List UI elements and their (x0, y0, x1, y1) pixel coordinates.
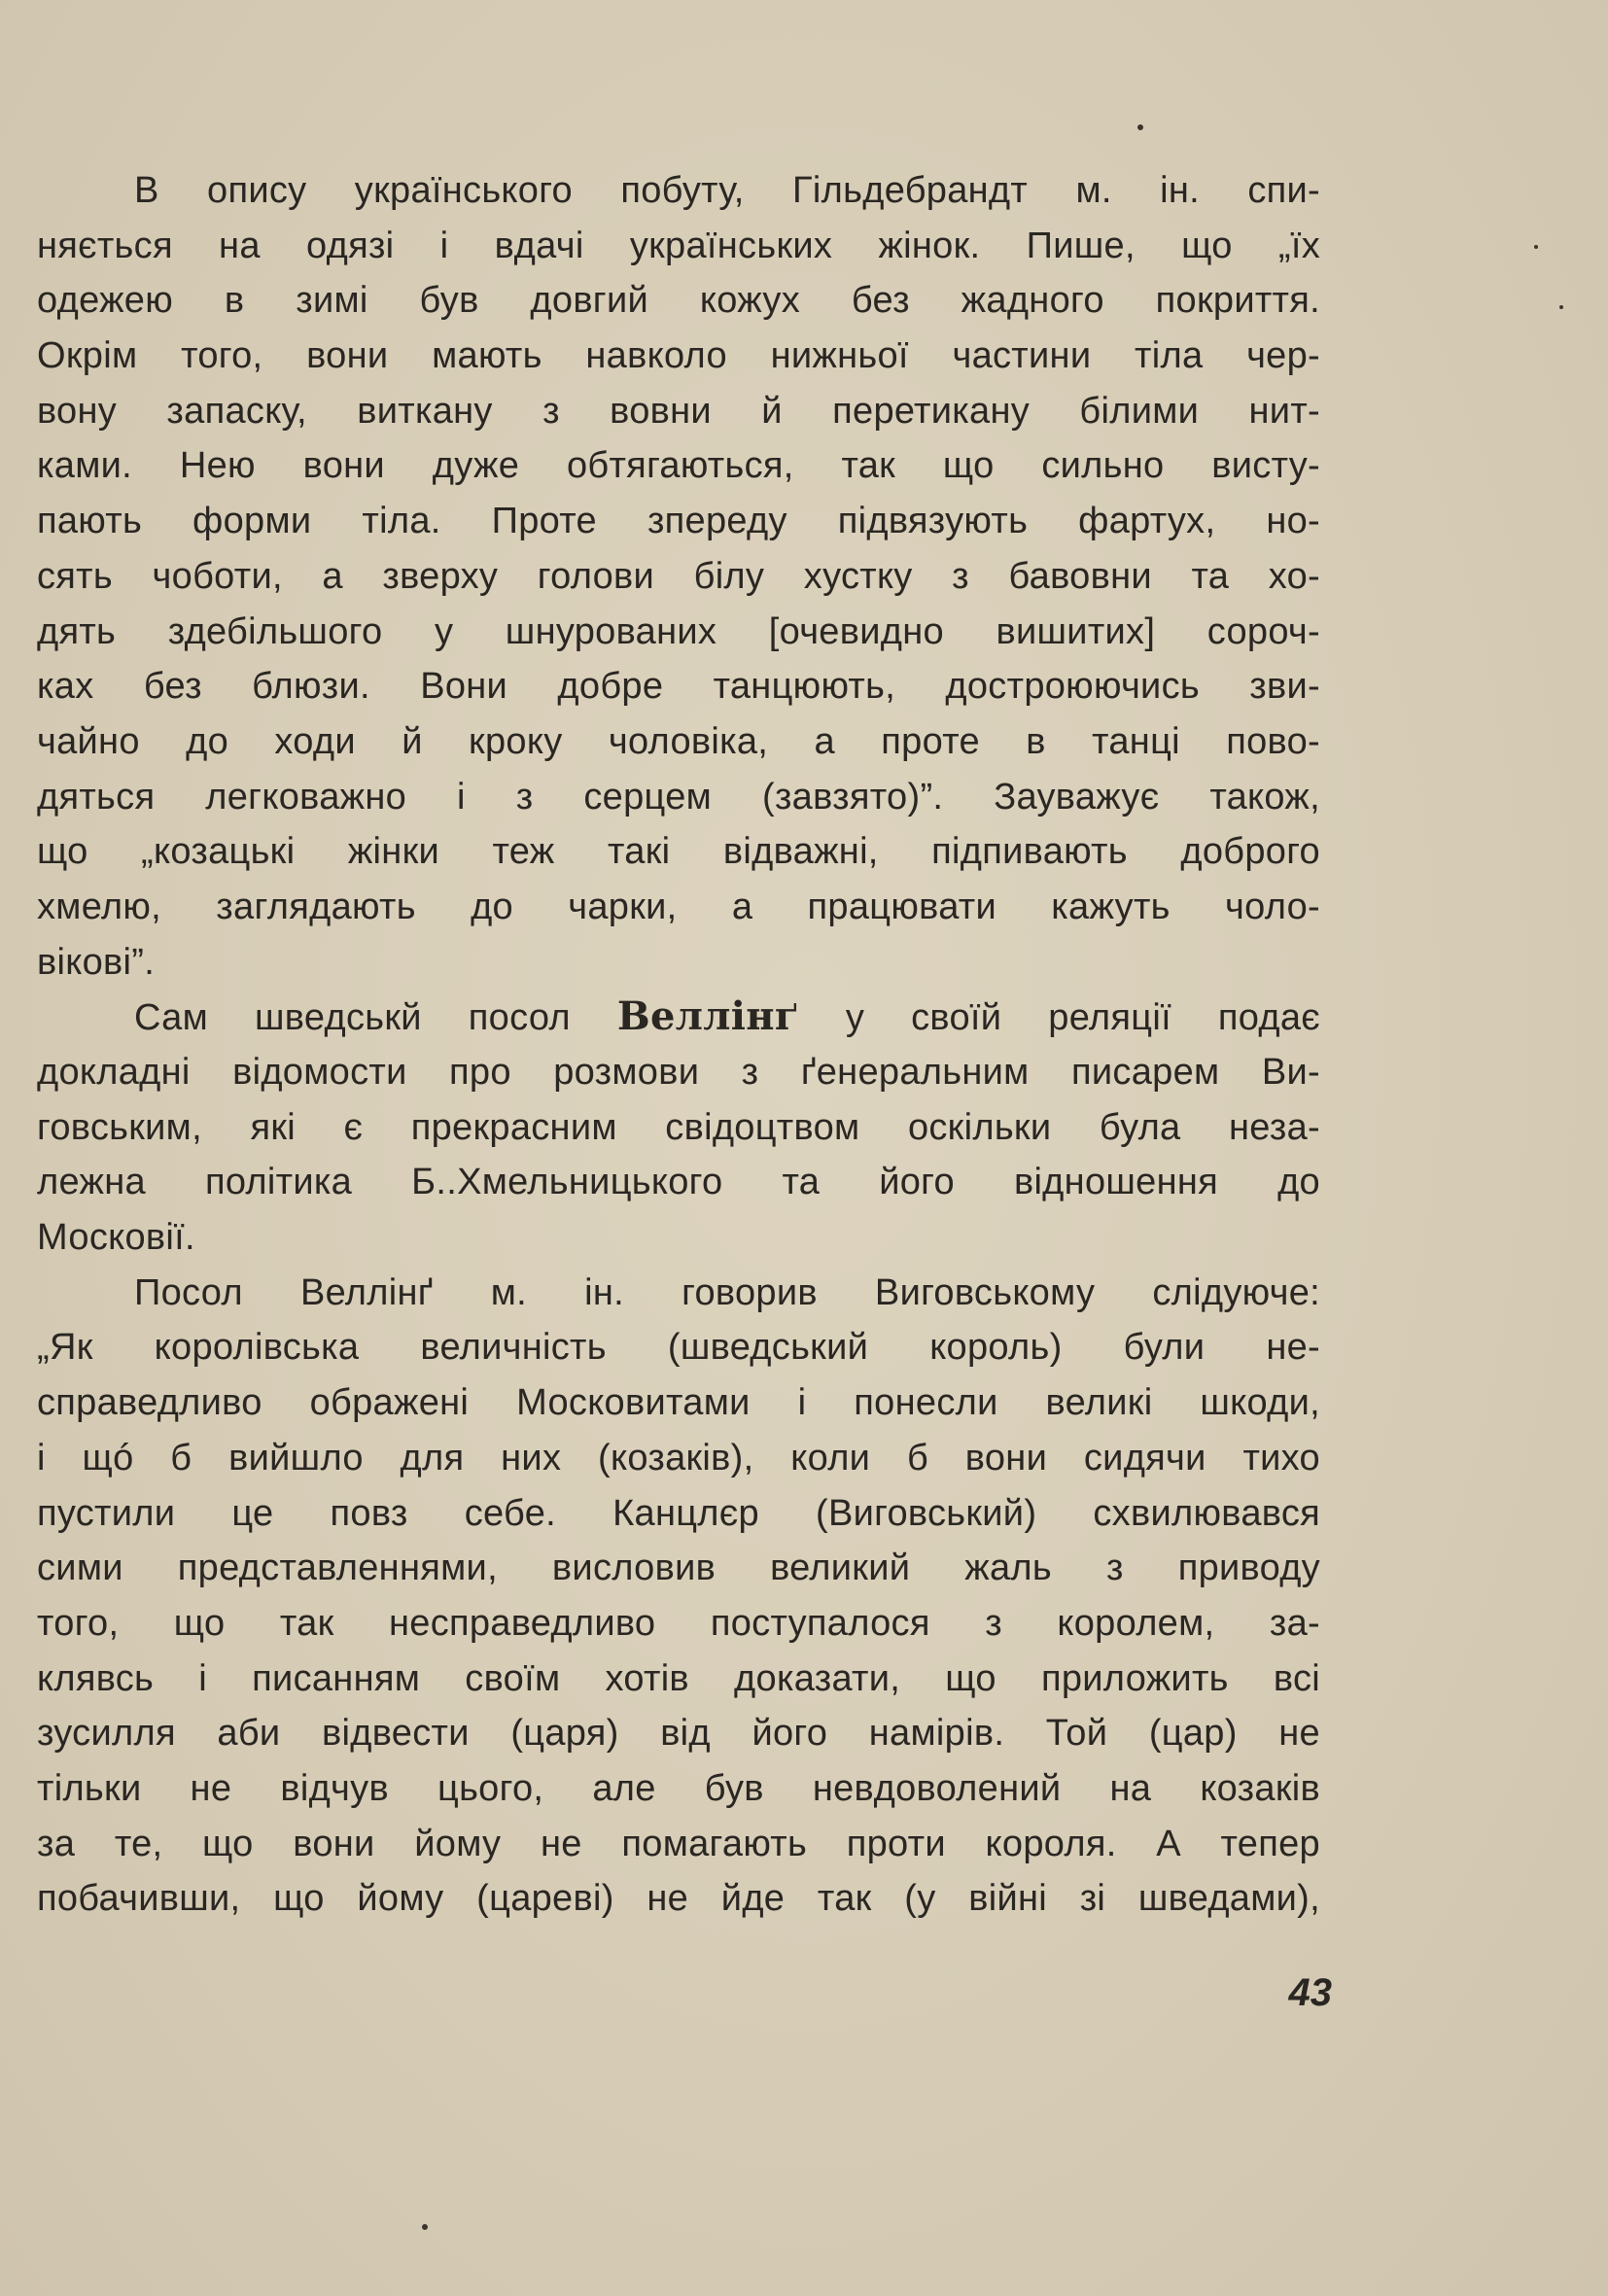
paper-speck (1534, 245, 1538, 249)
text-line: хмелю, заглядають до чарки, а працювати кажуть чоло- (37, 886, 1320, 927)
text-line: тільки не відчув цього, але був невдоволений на козаків (37, 1767, 1320, 1809)
text-line: дять здебільшого у шнурованих [очевидно вишитих] сороч- (37, 610, 1320, 652)
text-line: няється на одязі і вдачі українських жінок. Пише, що „їх (37, 225, 1320, 266)
text-line: клявсь і писанням своїм хотів доказати, що приложить всі (37, 1657, 1320, 1699)
text-line: чайно до ходи й кроку чоловіка, а проте в танці пово- (37, 720, 1320, 762)
text-line: зусилля аби відвести (царя) від його намірів. Той (цар) не (37, 1713, 1320, 1755)
text-line: одежею в зимі був довгий кожух без жадного покриття. (37, 280, 1320, 322)
text-line: того, що так несправедливо поступалося з королем, за- (37, 1602, 1320, 1644)
text-line: що „козацькі жінки теж такі відважні, підпивають доброго (37, 831, 1320, 873)
text-line: ками. Нею вони дуже обтягаються, так що сильно висту- (37, 445, 1320, 487)
text-line: за те, що вони йому не помагають проти короля. А тепер (37, 1823, 1320, 1864)
text-line: Окрім того, вони мають навколо нижньої частини тіла чер- (37, 335, 1320, 377)
text-line: дяться легковажно і з серцем (завзято)”. Зауважує також, (37, 776, 1320, 818)
paper-speck (1137, 124, 1143, 130)
text-line: вікові”. (37, 941, 156, 983)
text-line: Посол Веллінґ м. ін. говорив Виговському слідуюче: (134, 1271, 1320, 1313)
paper-speck (422, 2224, 428, 2230)
text-line: говським, які є прекрасним свідоцтвом оскільки була неза- (37, 1106, 1320, 1148)
page-number: 43 (1288, 1971, 1332, 2014)
text-line: докладні відомости про розмови з ґенеральним писарем Ви- (37, 1052, 1320, 1093)
text-line: „Як королівська величність (шведський король) були не- (37, 1327, 1320, 1369)
text-line: лежна політика Б..Хмельницького та його відношення до (37, 1162, 1320, 1203)
text-line: сими представленнями, висловив великий жаль з приводу (37, 1548, 1320, 1589)
text-line: пають форми тіла. Проте зпереду підвязують фартух, но- (37, 501, 1320, 542)
text-line: ках без блюзи. Вони добре танцюють, достроюючись зви- (37, 666, 1320, 708)
text-line: пустили це повз себе. Канцлєр (Виговський) схвилювався (37, 1492, 1320, 1534)
paper-speck (1559, 305, 1563, 309)
body-text (37, 163, 1320, 1927)
bold-name: Веллінґ (616, 993, 799, 1040)
text-line (37, 990, 1320, 1045)
text-line: Московії. (37, 1217, 195, 1259)
text-line: сять чоботи, а зверху голови білу хустку з бавовни та хо- (37, 555, 1320, 597)
text-line: справедливо ображені Московитами і понесли великі шкоди, (37, 1382, 1320, 1424)
text-fragment: Сам шведськй посол (134, 997, 617, 1039)
text-fragment: у своїй реляції подає (798, 997, 1320, 1039)
text-line: і щó б вийшло для них (козаків), коли б вони сидячи тихо (37, 1437, 1320, 1478)
text-line: вону запаску, виткану з вовни й перетикану білими нит- (37, 390, 1320, 432)
text-line: В опису українського побуту, Гільдебрандт м. ін. спи- (134, 170, 1320, 211)
text-line: побачивши, що йому (цареві) не йде так (у війні зі шведами), (37, 1878, 1320, 1920)
